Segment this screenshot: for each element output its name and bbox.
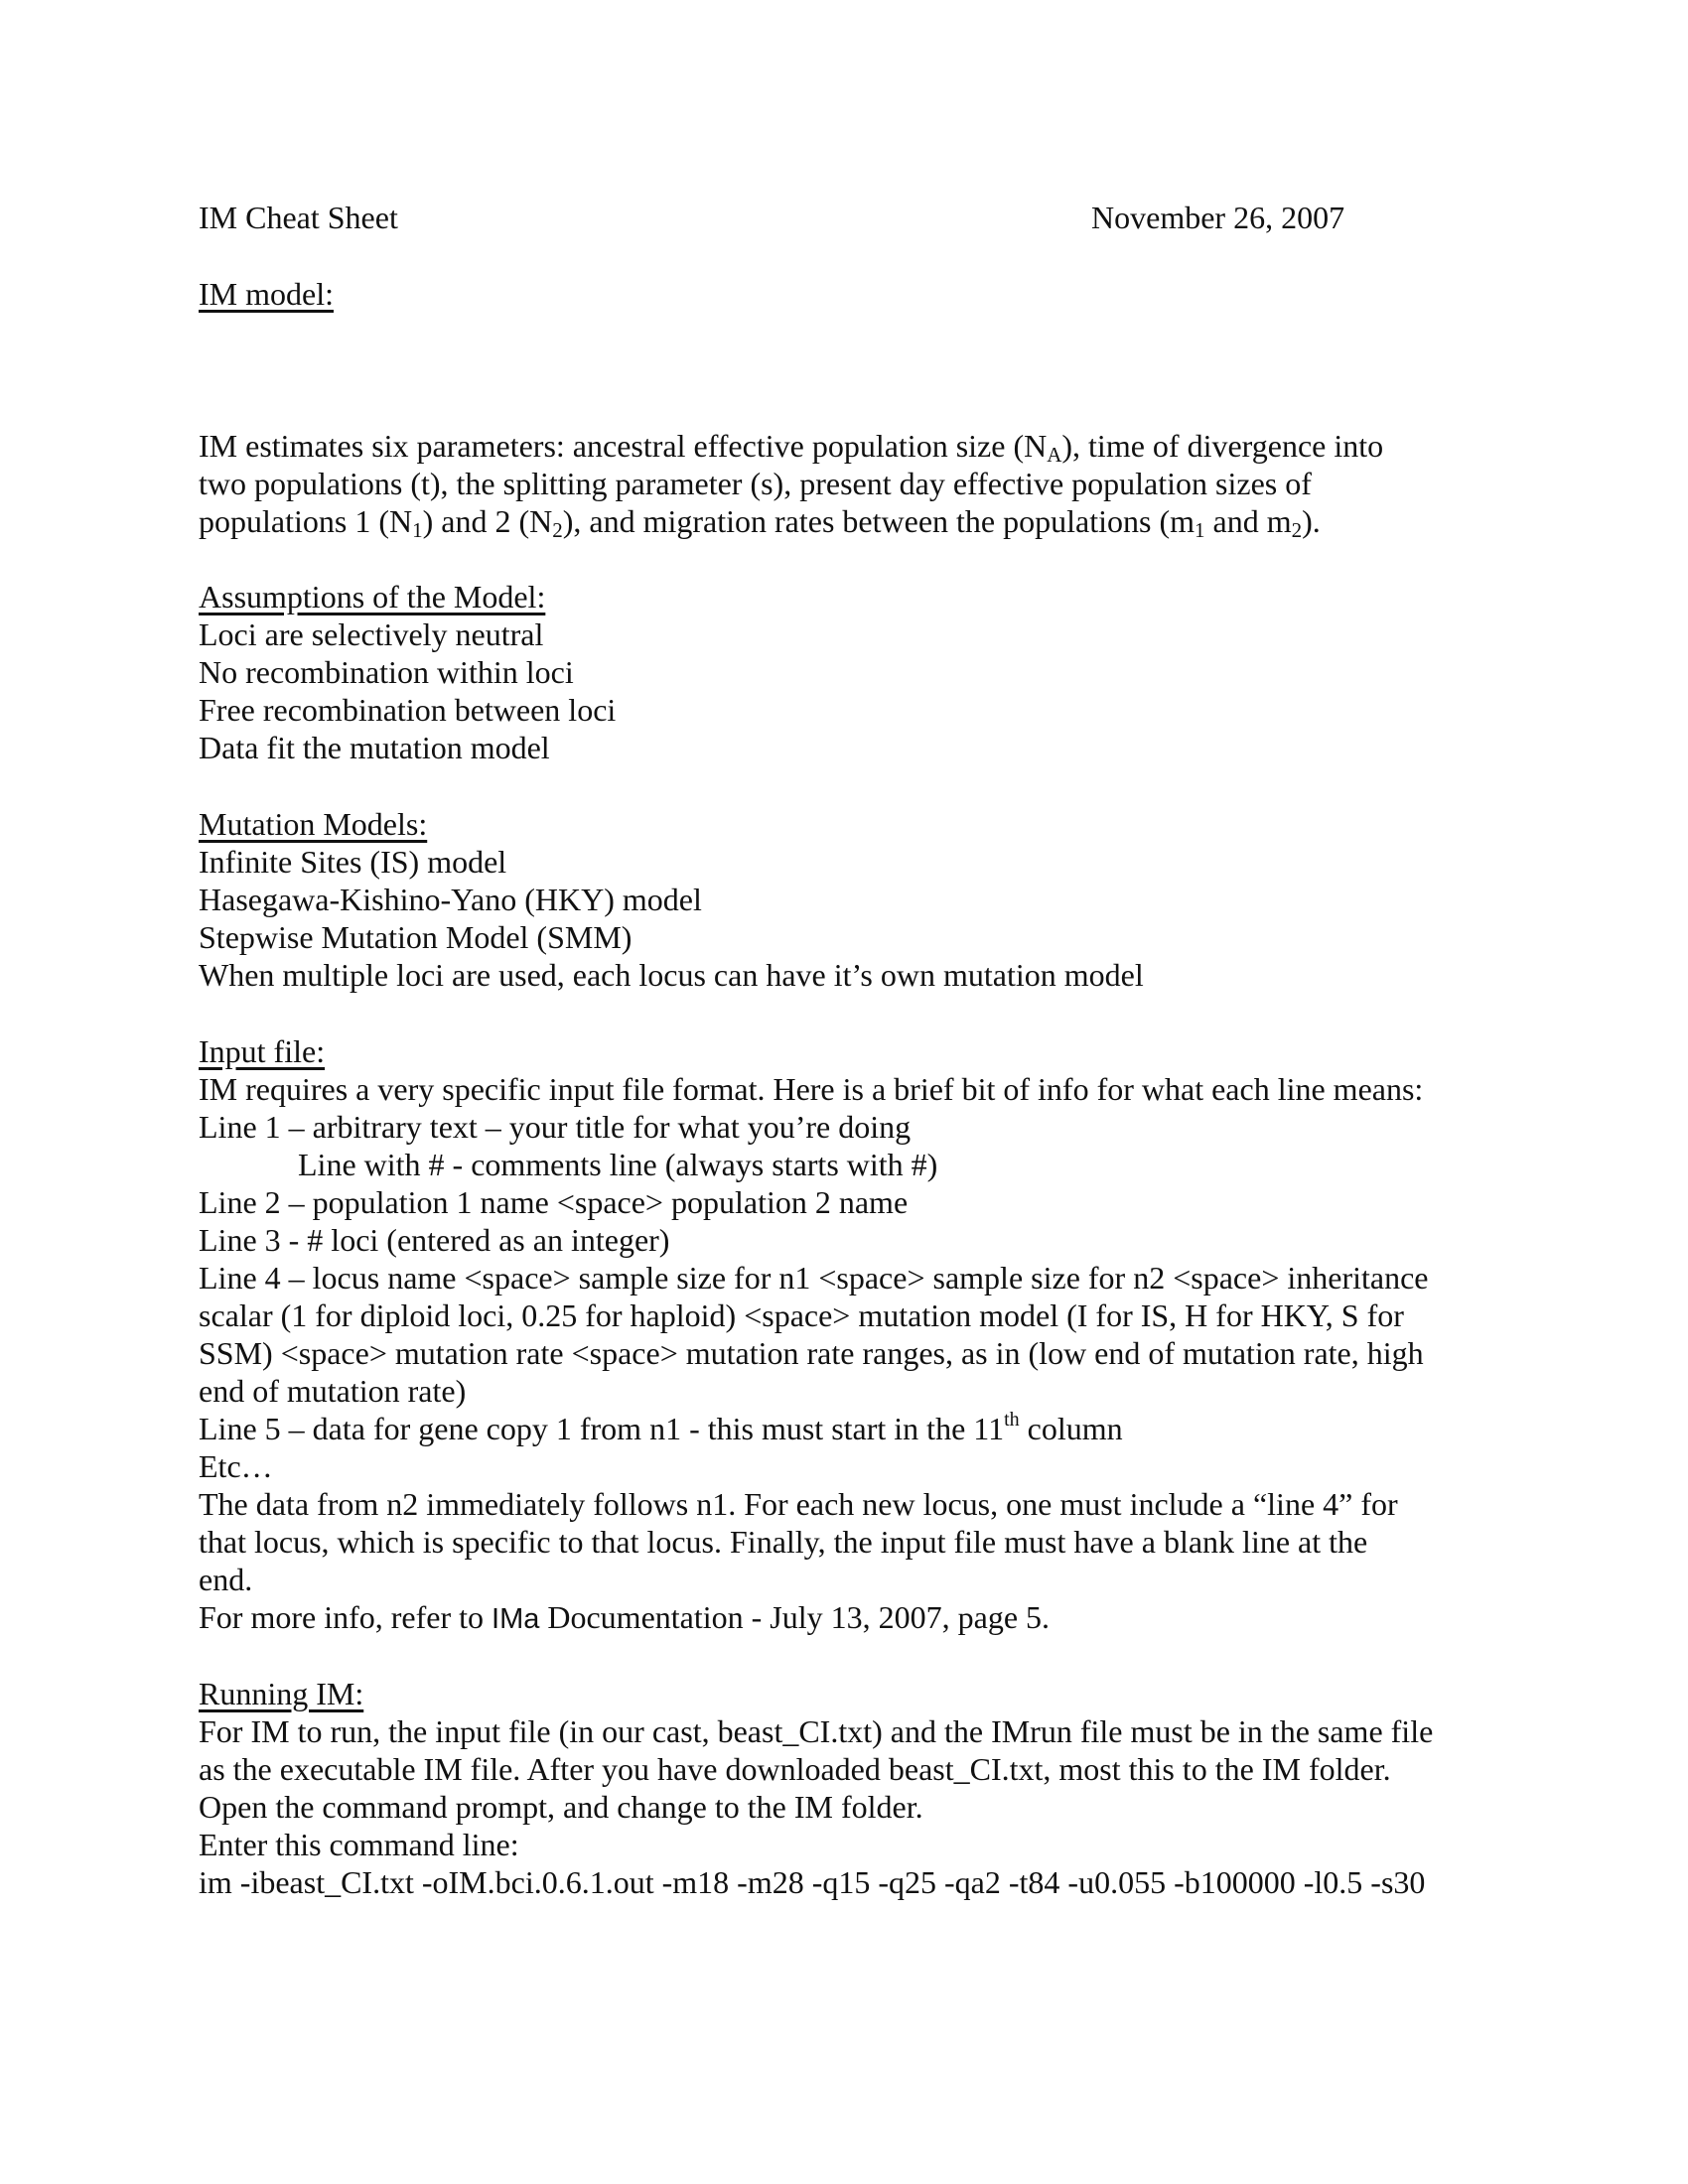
estimates-line-3: populations 1 $(N_1)$ and 2 $(N_2)$, and migration rates between the populations ($m_1$ and $m_2$). xyxy=(199,503,1321,542)
estimates-line-2: two populations (t), the splitting parameter (s), present day effective population sizes of xyxy=(199,466,1312,501)
running-line: Open the command prompt, and change to the IM folder. xyxy=(199,1789,923,1825)
assumptions-heading: Assumptions of the Model: xyxy=(199,579,546,614)
input-line: Line 3 - # loci (entered as an integer) xyxy=(199,1222,670,1258)
input-line: SSM) <space> mutation rate <space> mutation rate ranges, as in (low end of mutation rate, high xyxy=(199,1335,1424,1371)
input-file-heading: Input file: xyxy=(199,1033,326,1069)
input-line: Line 2 – population 1 name <space> population 2 name xyxy=(199,1184,909,1220)
input-line: Line with # - comments line (always starts with #) xyxy=(298,1147,938,1182)
im-model-heading: IM model: xyxy=(199,276,334,312)
list-item: Infinite Sites (IS) model xyxy=(199,844,507,880)
input-file-section xyxy=(199,1032,1489,1638)
running-line: For IM to run, the input file (in our cast, beast_CI.txt) and the IMrun file must be in the same file xyxy=(199,1713,1434,1749)
list-item: Free recombination between loci xyxy=(199,692,617,728)
list-item: Loci are selectively neutral xyxy=(199,616,544,652)
input-line: Line 4 – locus name <space> sample size for n1 <space> sample size for n2 <space> inheritance xyxy=(199,1260,1429,1296)
running-im-heading: Running IM: xyxy=(199,1676,364,1711)
mutation-models-section xyxy=(199,805,1489,994)
list-item: Data fit the mutation model xyxy=(199,730,550,765)
document-title: IM Cheat Sheet xyxy=(199,200,398,235)
list-item: No recombination within loci xyxy=(199,654,574,690)
input-line: IM requires a very specific input file format. Here is a brief bit of info for what each line means: xyxy=(199,1071,1424,1107)
input-line: The data from n2 immediately follows n1. For each new locus, one must include a “line 4” for xyxy=(199,1486,1398,1522)
im-model-section xyxy=(199,275,1489,313)
running-line: Enter this command line: xyxy=(199,1827,519,1862)
command-line: im -ibeast_CI.txt -oIM.bci.0.6.1.out -m18 -m28 -q15 -q25 -qa2 -t84 -u0.055 -b100000 -l0.5 -s30 xyxy=(199,1864,1426,1900)
input-line: For more info, refer to IMa Documentation - July 13, 2007, page 5. xyxy=(199,1599,1051,1635)
input-line: Line 5 – data for gene copy 1 from n1 - this must start in the 11th column xyxy=(199,1409,1123,1446)
estimates-line-1: IM estimates six parameters: ancestral effective population size $(N_A)$, time of divergence into xyxy=(199,428,1384,467)
list-item: When multiple loci are used, each locus can have it’s own mutation model xyxy=(199,957,1144,993)
input-line: end of mutation rate) xyxy=(199,1373,467,1409)
input-line: that locus, which is specific to that locus. Finally, the input file must have a blank line at the xyxy=(199,1524,1368,1560)
list-item: Stepwise Mutation Model (SMM) xyxy=(199,919,633,955)
running-line: as the executable IM file. After you have downloaded beast_CI.txt, most this to the IM folder. xyxy=(199,1751,1391,1787)
input-line: Line 1 – arbitrary text – your title for what you’re doing xyxy=(199,1109,912,1145)
mutation-models-heading: Mutation Models: xyxy=(199,806,428,842)
document-date: November 26, 2007 xyxy=(1091,200,1345,235)
estimates-paragraph xyxy=(199,427,1489,540)
running-im-section xyxy=(199,1675,1489,1901)
assumptions-section xyxy=(199,578,1489,766)
input-line: Etc… xyxy=(199,1448,273,1484)
input-line: end. xyxy=(199,1562,253,1597)
list-item: Hasegawa-Kishino-Yano (HKY) model xyxy=(199,882,702,917)
input-line: scalar (1 for diploid loci, 0.25 for haploid) <space> mutation model (I for IS, H for HKY, S for xyxy=(199,1297,1404,1333)
